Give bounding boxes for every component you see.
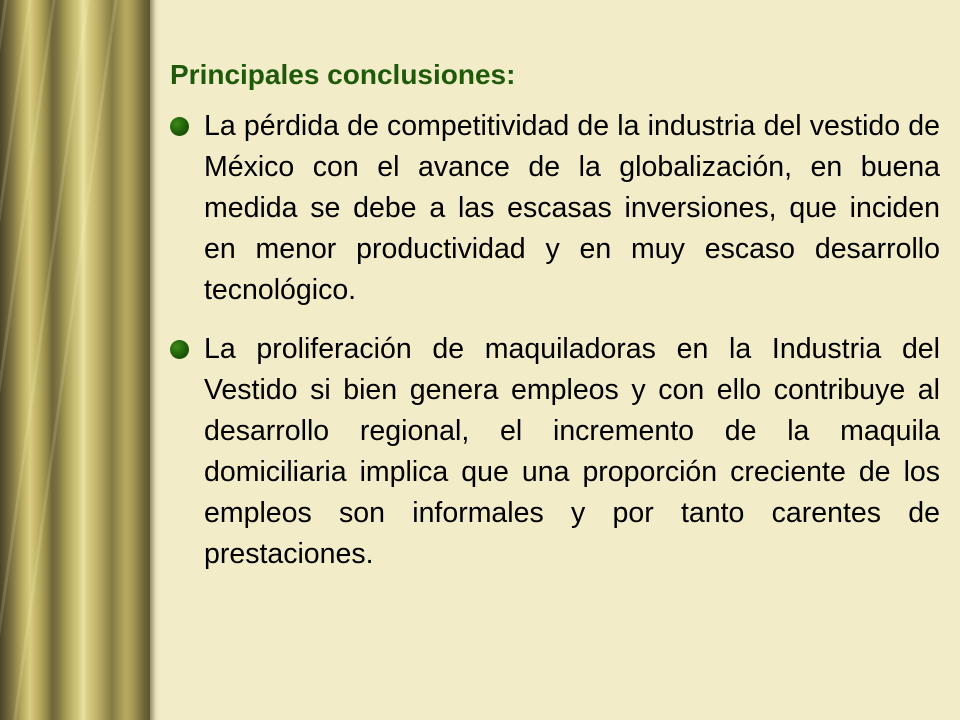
bullet-item-2 <box>170 329 940 575</box>
bullet-dot-icon <box>170 117 189 136</box>
side-band-edge-shadow <box>150 0 160 720</box>
bullet-text: La proliferación de maquiladoras en la Industria del Vestido si bien genera empleos y con ello contribuye al desarrollo regional, el incremento de la maquila domiciliaria implica que una proporción creciente de los empleos son informales y por tanto carentes de prestaciones. <box>204 333 940 570</box>
decorative-side-band <box>0 0 150 720</box>
bullet-list <box>170 106 940 575</box>
slide-content <box>170 52 940 593</box>
slide-title: Principales conclusiones: <box>170 59 516 90</box>
bullet-item-1 <box>170 106 940 311</box>
bullet-dot-icon <box>170 340 189 359</box>
bullet-text: La pérdida de competitividad de la industria del vestido de México con el avance de la globalización, en buena medida se debe a las escasas inversiones, que inciden en menor productividad y en muy escaso desarrollo tecnológico. <box>204 110 940 306</box>
